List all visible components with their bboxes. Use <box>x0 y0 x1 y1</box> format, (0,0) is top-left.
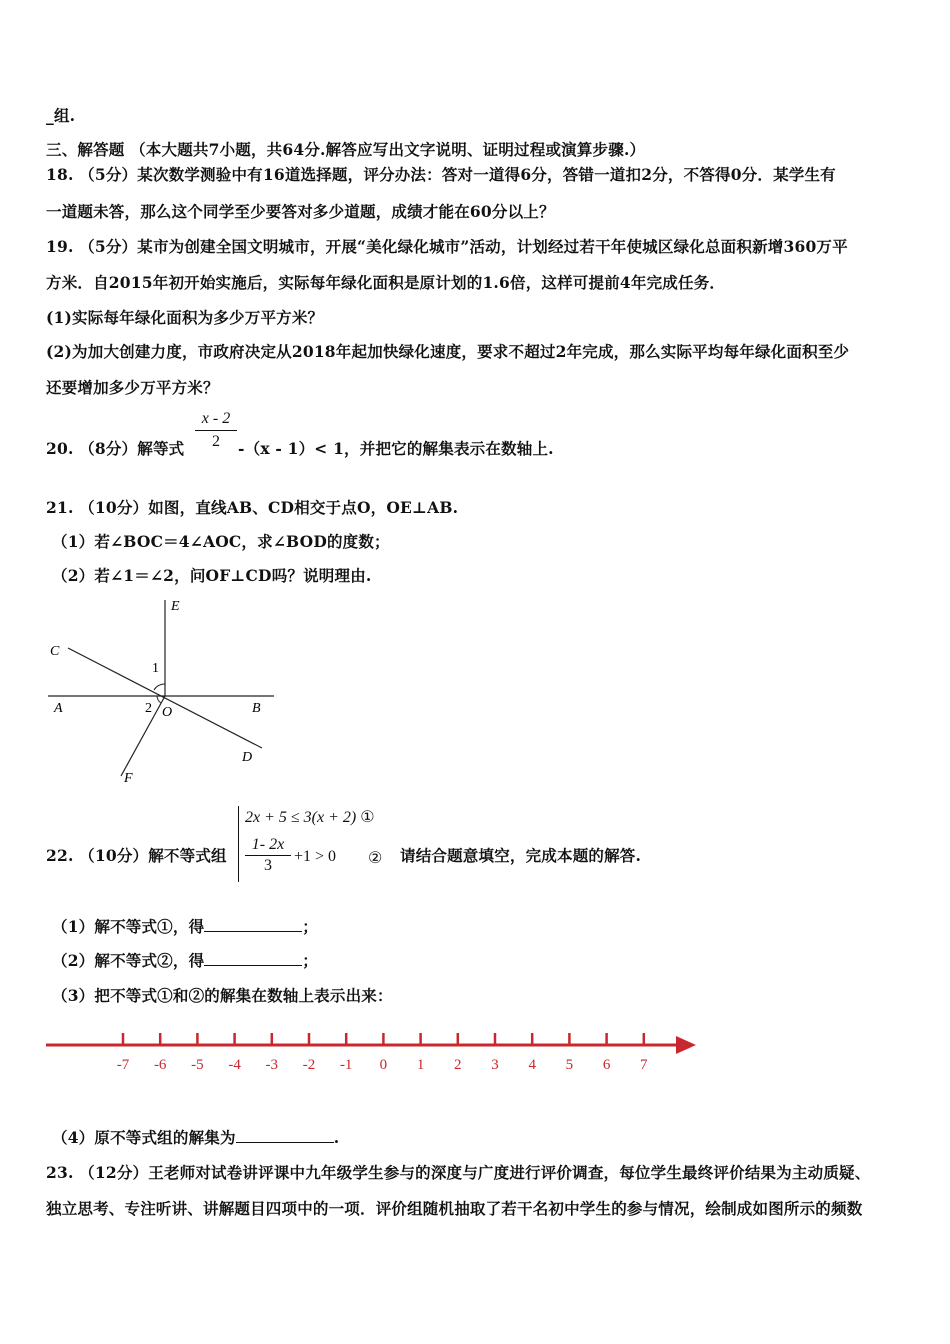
ineq2-rest: +1 > 0 <box>294 848 337 865</box>
line-of <box>121 696 165 776</box>
q19-line2: 方米．自2015年初开始实施后，实际每年绿化面积是原计划的1.6倍，这样可提前4年完成任务． <box>46 273 726 292</box>
number-line <box>0 1020 720 1080</box>
ineq1 <box>245 807 375 827</box>
label-f: F <box>124 771 133 786</box>
q20-fraction <box>195 410 237 451</box>
q19-part2-line2: 还要增加多少万平方米？ <box>46 378 219 397</box>
label-c: C <box>50 644 60 659</box>
label-d: D <box>242 750 253 765</box>
section-heading: 三、解答题 （本大题共7小题，共64分.解答应写出文字说明、证明过程或演算步骤.） <box>46 140 646 159</box>
step1-end: ； <box>302 917 318 936</box>
number-line-tick-label: 0 <box>379 1057 388 1073</box>
step1-text: （1）解不等式①，得 <box>52 917 205 936</box>
q21-line1: 21. （10分）如图，直线AB、CD相交于点O，OE⊥AB. <box>46 498 459 517</box>
label-e: E <box>171 599 180 614</box>
number-line-tick-label: -1 <box>339 1057 353 1073</box>
number-line-tick-label: 1 <box>416 1057 425 1073</box>
number-line-tick-label: -4 <box>228 1057 241 1073</box>
q18-line2: 一道题未答，那么这个同学至少要答对多少道题，成绩才能在60分以上？ <box>46 202 555 221</box>
q19-line1: 19. （5分）某市为创建全国文明城市，开展“美化绿化城市”活动，计划经过若干年使城区绿化总面积新增360万平 <box>46 237 848 256</box>
angle-2-arc <box>157 696 161 703</box>
fraction-bar <box>195 430 237 431</box>
answer-blank-4[interactable] <box>236 1128 334 1143</box>
q20-frac-den: 2 <box>212 433 220 450</box>
number-line-tick-label: -6 <box>153 1057 167 1073</box>
q20-prefix: 20. （8分）解等式 <box>46 439 185 458</box>
answer-blank-1[interactable] <box>204 917 302 932</box>
label-b: B <box>252 701 261 716</box>
number-line-tick-label: 2 <box>454 1057 462 1073</box>
q20-suffix: -（x - 1）< 1，并把它的解集表示在数轴上. <box>238 439 554 458</box>
top-fragment: _组. <box>46 106 76 125</box>
step4-end: . <box>333 1128 340 1147</box>
q22-step3: （3）把不等式①和②的解集在数轴上表示出来： <box>52 986 393 1005</box>
q21-part1: （1）若∠BOC＝4∠AOC，求∠BOD的度数； <box>52 532 390 551</box>
number-line-arrow <box>676 1036 696 1054</box>
answer-blank-2[interactable] <box>204 951 302 966</box>
step2-text: （2）解不等式②，得 <box>52 951 205 970</box>
q20-frac-num: x - 2 <box>201 410 231 427</box>
q22-step1 <box>52 915 318 937</box>
label-a: A <box>54 701 63 716</box>
q18-line1: 18. （5分）某次数学测验中有16道选择题，评分办法：答对一道得6分，答错一道扣2分，不答得0分．某学生有 <box>46 165 836 184</box>
step4-text: （4）原不等式组的解集为 <box>52 1128 236 1147</box>
angle-1-arc <box>154 684 165 690</box>
number-line-tick-label: 5 <box>565 1057 574 1073</box>
q21-geometry-figure <box>0 590 300 790</box>
q23-line2: 独立思考、专注听讲、讲解题目四项中的一项．评价组随机抽取了若干名初中学生的参与情况，绘制成如图所示的频数 <box>46 1199 863 1218</box>
ineq1-expr: 2x + 5 ≤ 3(x + 2) <box>245 809 357 826</box>
q19-part1: (1)实际每年绿化面积为多少万平方米？ <box>46 308 324 327</box>
q22-step4 <box>52 1126 339 1148</box>
number-line-tick-label: -7 <box>116 1057 130 1073</box>
ineq1-mark: ① <box>360 809 375 826</box>
q19-part2-line1: (2)为加大创建力度，市政府决定从2018年起加快绿化速度，要求不超过2年完成，那么实际平均每年绿化面积至少 <box>46 342 850 361</box>
label-o: O <box>162 705 173 720</box>
step2-end: ； <box>302 951 318 970</box>
q22-step2 <box>52 949 318 971</box>
number-line-tick-label: -5 <box>191 1057 204 1073</box>
number-line-tick-label: 4 <box>528 1057 536 1073</box>
q23-line1: 23. （12分）王老师对试卷讲评课中九年级学生参与的深度与广度进行评价调查，每位学生最终评价结果为主动质疑、 <box>46 1163 871 1182</box>
ineq2-fraction <box>245 836 291 875</box>
q22-suffix: 请结合题意填空，完成本题的解答. <box>400 846 642 865</box>
q21-part2: （2）若∠1＝∠2，问OF⊥CD吗？说明理由. <box>52 566 372 585</box>
q22-prefix: 22. （10分）解不等式组 <box>46 846 227 865</box>
number-line-tick-label: -2 <box>302 1057 316 1073</box>
ineq2-mark: ② <box>368 850 383 867</box>
label-2: 2 <box>145 701 152 716</box>
fraction-bar <box>245 855 291 856</box>
ineq2-num: 1- 2x <box>251 836 285 853</box>
number-line-tick-label: -3 <box>265 1057 279 1073</box>
ineq2-den: 3 <box>264 857 272 874</box>
label-1: 1 <box>152 661 159 676</box>
number-line-tick-label: 7 <box>640 1057 648 1073</box>
number-line-tick-label: 3 <box>491 1057 499 1073</box>
number-line-tick-label: 6 <box>602 1057 611 1073</box>
